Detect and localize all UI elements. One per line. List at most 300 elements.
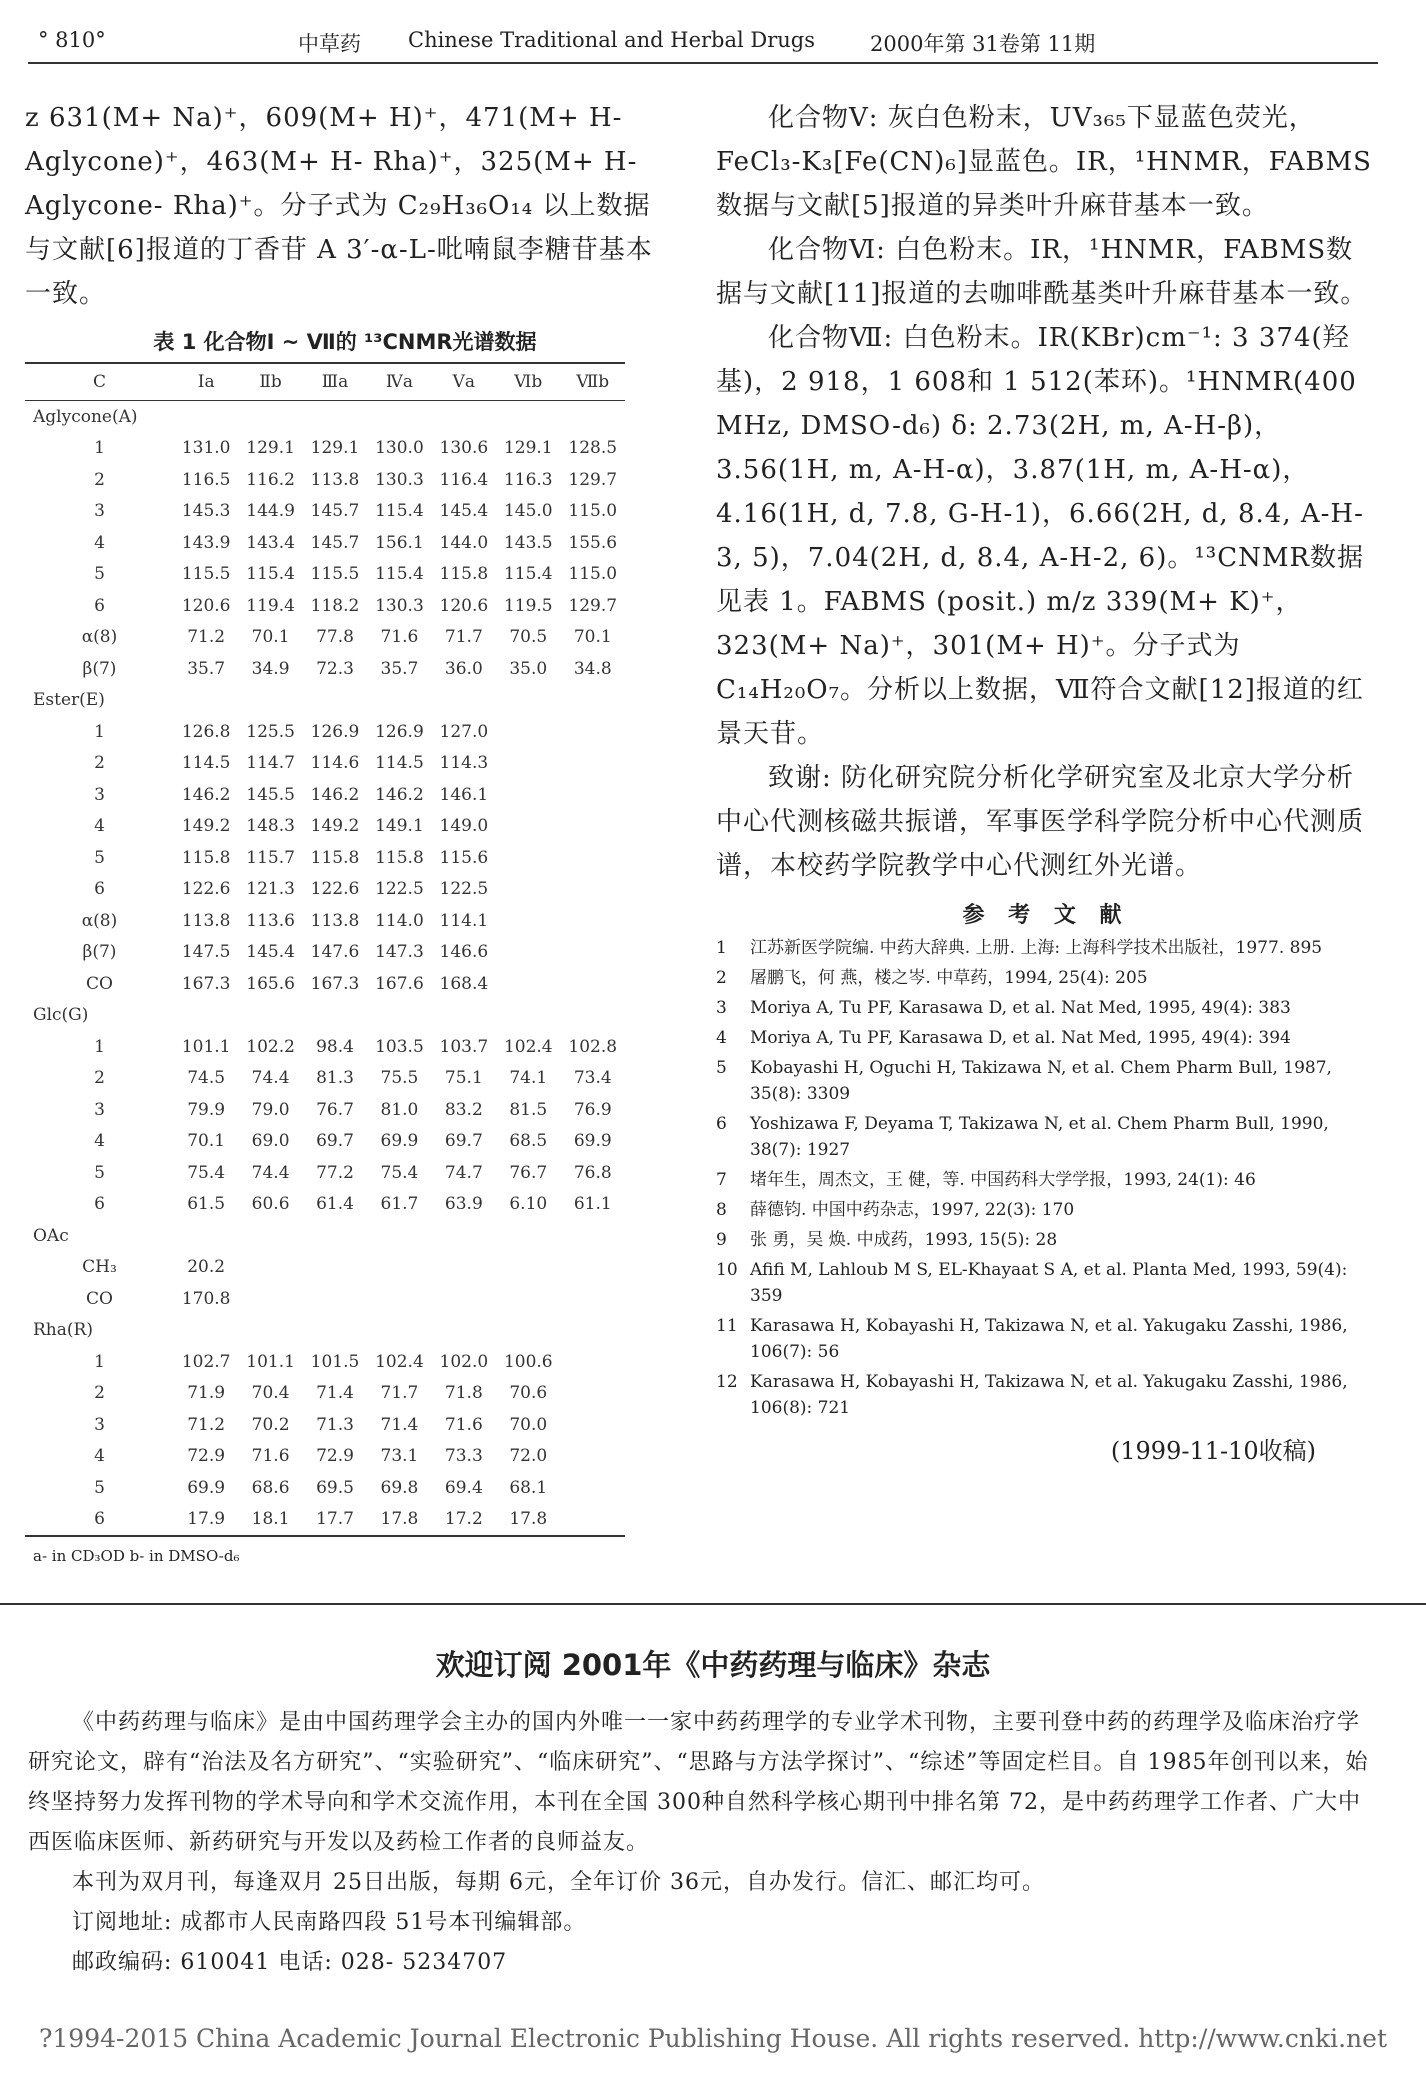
table-row (25, 401, 625, 433)
nmr-table (25, 362, 625, 1537)
table-cell: 128.5 (568, 438, 618, 459)
table-row (25, 433, 625, 465)
table-header-cell: Ⅶb (560, 363, 625, 401)
table-cell: 148.3 (246, 816, 295, 837)
table-cell: 71.7 (444, 627, 483, 648)
table-cell: 156.1 (375, 532, 424, 553)
table-cell (432, 1315, 496, 1347)
reference-number: 9 (716, 1230, 727, 1250)
table-row (25, 905, 625, 937)
table-cell (560, 716, 625, 748)
right-column (716, 96, 1376, 1466)
table-cell: 167.3 (310, 973, 360, 994)
table-cell (432, 1220, 496, 1252)
table-cell (303, 401, 367, 433)
table-cell: 77.8 (316, 627, 354, 648)
table-cell (432, 1252, 496, 1284)
table-cell: 17.8 (367, 1504, 431, 1537)
table-row (25, 1157, 625, 1189)
table-cell (238, 685, 302, 717)
table-row (25, 1189, 625, 1221)
table-header-cell: C (25, 363, 174, 401)
table-cell (496, 748, 560, 780)
journal-name-en: Chinese Traditional and Herbal Drugs (408, 28, 816, 52)
table-cell: 145.4 (246, 942, 295, 963)
ad-paragraph-address: 订阅地址: 成都市人民南路四段 51号本刊编辑部。 (72, 1910, 587, 1935)
reference-text: 堵年生，周杰文，王 健，等. 中国药科大学学报，1993, 24(1): 46 (750, 1170, 1256, 1190)
table-cell: 115.4 (503, 564, 553, 585)
table-cell (560, 1346, 625, 1378)
table-cell (367, 1252, 431, 1284)
table-cell (238, 1315, 302, 1347)
table-cell: 115.8 (181, 847, 231, 868)
table-cell: 116.5 (181, 469, 231, 490)
table-cell: 146.2 (310, 784, 360, 805)
table-cell: 116.2 (246, 469, 295, 490)
reference-item (716, 965, 1376, 991)
table-cell: 115.5 (310, 564, 360, 585)
table-cell: 35.7 (187, 658, 226, 679)
reference-item (716, 1227, 1376, 1253)
table-cell (174, 1315, 238, 1347)
table-cell: 115.8 (375, 847, 424, 868)
table-cell (367, 685, 431, 717)
reference-item (716, 995, 1376, 1021)
table-cell: 68.5 (509, 1131, 548, 1152)
table-row (25, 1441, 625, 1473)
ad-paragraph-intro: 《中药药理与临床》是由中国药理学会主办的国内外唯一一家中药药理学的专业学术刊物，主要刊登中药的药理学及临床治疗学研究论文，辟有“治法及名方研究”、“实验研究”、“临床研究”、“思路与方法学探讨”、“综述”等固定栏目。自 1985年创刊以来，始终坚持努力发挥刊物的学术导向和学术交流作用，本刊在全国 300种自然科学核心期刊中排名第 72，是中药药理学工作者、广大中西医临床医师、新药研究与开发以及药检工作者的良师益友。 (28, 1710, 1369, 1855)
running-header (28, 22, 1378, 64)
table-cell: 83.2 (444, 1099, 483, 1120)
table-cell: 116.4 (439, 469, 489, 490)
table-cell (432, 685, 496, 717)
table-cell: 6 (25, 1504, 174, 1537)
table-cell: 79.0 (251, 1099, 290, 1120)
table-cell: 74.4 (251, 1068, 290, 1089)
table-cell: 75.4 (380, 1162, 419, 1183)
table-cell: 145.3 (181, 501, 231, 522)
table-cell (560, 968, 625, 1000)
table-cell: CH₃ (82, 1257, 117, 1278)
paragraph-compound-7: 化合物Ⅶ: 白色粉末。IR(KBr)cm⁻¹: 3 374(羟基)，2 918，1 608和 1 512(苯环)。¹HNMR(400 MHz, DMSO-d₆) δ: 2.73(2H, m, A-H-β)，3.56(1H, m, A-H-α)，3.87(1H, m, A-H-α)，4.16(1H, d, 7.8, G-H-1)，6.66(2H, d, 8.4, A-H-3, 5)，7.04(2H, d, 8.4, A-H-2, 6)。¹³CNMR数据见表 1。FABMS (posit.) m/z 339(M+ K)⁺，323(M+ Na)⁺，301(M+ H)⁺。分子式为 C₁₄H₂₀O₇。分析以上数据，Ⅶ符合文献[12]报道的红景天苷。 (716, 323, 1365, 749)
table-cell: 115.5 (181, 564, 231, 585)
table-row (25, 937, 625, 969)
table-cell: 74.1 (509, 1068, 548, 1089)
table-cell: 69.9 (380, 1131, 419, 1152)
table-row (25, 464, 625, 496)
table-cell (496, 685, 560, 717)
table-cell: 122.6 (310, 879, 360, 900)
table-row (25, 1063, 625, 1095)
table-cell: 4 (94, 532, 105, 553)
table-cell: 17.9 (174, 1504, 238, 1537)
table-cell: 34.9 (251, 658, 290, 679)
table-cell: 68.6 (251, 1477, 290, 1498)
table-cell: 70.6 (509, 1383, 548, 1404)
table-cell: 102.8 (568, 1036, 618, 1057)
table-cell: 101.5 (310, 1351, 360, 1372)
table-cell: 4 (94, 816, 105, 837)
table-cell (238, 1220, 302, 1252)
table-cell: 113.8 (310, 910, 360, 931)
table-cell: 130.3 (375, 595, 424, 616)
table-cell: 149.0 (439, 816, 489, 837)
table-cell: 75.4 (187, 1162, 226, 1183)
table-cell: 1 (94, 721, 105, 742)
reference-text: Moriya A, Tu PF, Karasawa D, et al. Nat Med, 1995, 49(4): 383 (750, 998, 1291, 1018)
table-cell: 71.6 (251, 1446, 290, 1467)
table-header-cell: Ⅳa (367, 363, 431, 401)
table-row (25, 968, 625, 1000)
table-cell: 130.3 (375, 469, 424, 490)
table-cell (238, 401, 302, 433)
table-cell: 113.6 (246, 910, 295, 931)
table-cell: 100.6 (503, 1351, 553, 1372)
table-cell: 146.1 (439, 784, 489, 805)
table-cell (496, 401, 560, 433)
table-cell: 2 (94, 469, 105, 490)
table-cell: 17.8 (496, 1504, 560, 1537)
table-row (25, 590, 625, 622)
table-cell (174, 401, 238, 433)
table-cell: 5 (94, 1162, 105, 1183)
reference-item (716, 1369, 1376, 1421)
table-cell (560, 905, 625, 937)
table-cell: 63.9 (444, 1194, 483, 1215)
table-header-cell: Ⅵb (496, 363, 560, 401)
table-cell (367, 401, 431, 433)
table-cell (560, 1315, 625, 1347)
reference-item (716, 1055, 1376, 1107)
reference-number: 4 (716, 1028, 727, 1048)
table-cell: 121.3 (246, 879, 295, 900)
table-cell: 60.6 (251, 1194, 290, 1215)
table-cell: 72.9 (187, 1446, 226, 1467)
table-cell: 116.3 (503, 469, 553, 490)
ad-title: 欢迎订阅 2001年《中药药理与临床》杂志 (435, 1648, 991, 1682)
table-cell (560, 1472, 625, 1504)
table-cell: 77.2 (316, 1162, 354, 1183)
table-cell: CO (86, 973, 113, 994)
table-cell: 69.7 (444, 1131, 483, 1152)
table-cell: 103.5 (375, 1036, 424, 1057)
reference-text: Afifi M, Lahloub M S, EL-Khayaat S A, et al. Planta Med, 1993, 59(4): 359 (750, 1260, 1348, 1306)
table-cell (496, 811, 560, 843)
table-cell: 70.4 (251, 1383, 290, 1404)
table-header-cell: Ⅱb (238, 363, 302, 401)
table-row (25, 1094, 625, 1126)
table-cell: 103.7 (439, 1036, 489, 1057)
table-cell: 3 (94, 501, 105, 522)
table-cell (560, 779, 625, 811)
table-cell: 129.1 (310, 438, 360, 459)
table-cell: 70.2 (251, 1414, 290, 1435)
reference-text: Moriya A, Tu PF, Karasawa D, et al. Nat Med, 1995, 49(4): 394 (750, 1028, 1291, 1048)
table-cell: 71.7 (380, 1383, 419, 1404)
table-cell: 129.7 (568, 469, 618, 490)
table-cell: 120.6 (181, 595, 231, 616)
reference-number: 8 (716, 1200, 727, 1220)
table-cell: 122.5 (375, 879, 424, 900)
table-cell: 149.2 (181, 816, 231, 837)
table-row (25, 1315, 625, 1347)
table-cell: 165.6 (246, 973, 295, 994)
table-cell: 69.4 (444, 1477, 483, 1498)
table-cell: 75.5 (380, 1068, 419, 1089)
table-row (25, 1220, 625, 1252)
table-cell: 5 (94, 564, 105, 585)
table-cell: 130.0 (375, 438, 424, 459)
reference-item (716, 1111, 1376, 1163)
table-cell: 149.1 (375, 816, 424, 837)
table-cell: 61.1 (573, 1194, 612, 1215)
table-cell: 81.5 (509, 1099, 548, 1120)
reference-list (716, 935, 1376, 1421)
table-cell: 129.1 (246, 438, 295, 459)
table-cell (560, 874, 625, 906)
table-cell: 71.9 (187, 1383, 226, 1404)
table-cell: 155.6 (568, 532, 618, 553)
table-cell (367, 1220, 431, 1252)
reference-text: 薛德钧. 中国中药杂志，1997, 22(3): 170 (750, 1200, 1075, 1220)
reference-item (716, 1025, 1376, 1051)
reference-number: 12 (716, 1372, 738, 1392)
page-number: ° 810° (38, 28, 106, 52)
table-row (25, 842, 625, 874)
table-row (25, 1126, 625, 1158)
table-cell (496, 937, 560, 969)
reference-number: 6 (716, 1114, 727, 1134)
table-cell: 71.3 (316, 1414, 354, 1435)
table-cell: 71.6 (380, 627, 419, 648)
table-cell: 126.9 (375, 721, 424, 742)
table-cell: 6.10 (509, 1194, 548, 1215)
table-cell (560, 1220, 625, 1252)
table-cell (496, 1220, 560, 1252)
table-cell: CO (86, 1288, 113, 1309)
table-cell: 18.1 (238, 1504, 302, 1537)
table-cell: 75.1 (444, 1068, 483, 1089)
table-row (25, 1283, 625, 1315)
paragraph-compound-5: 化合物Ⅴ: 灰白色粉末，UV₃₆₅下显蓝色荧光，FeCl₃-K₃[Fe(CN)₆]显蓝色。IR，¹HNMR，FABMS数据与文献[5]报道的异类叶升麻苷基本一致。 (716, 103, 1372, 221)
table-cell: 74.7 (444, 1162, 483, 1183)
table-row (25, 527, 625, 559)
table-cell: 115.4 (375, 501, 424, 522)
table-cell: 145.5 (246, 784, 295, 805)
table-cell (496, 968, 560, 1000)
table-cell: 127.0 (439, 721, 489, 742)
reference-text: 张 勇，吴 焕. 中成药，1993, 15(5): 28 (750, 1230, 1058, 1250)
table-cell: 145.4 (439, 501, 489, 522)
table-cell (496, 874, 560, 906)
table-cell (560, 1441, 625, 1473)
table-cell (238, 1000, 302, 1032)
table-cell: 74.5 (187, 1068, 226, 1089)
table-cell: 76.9 (573, 1099, 612, 1120)
table-cell (238, 1283, 302, 1315)
table-cell: β(7) (82, 658, 117, 679)
table-cell: 73.1 (380, 1446, 419, 1467)
table-cell: 3 (94, 1099, 105, 1120)
table-cell (560, 748, 625, 780)
left-column (25, 96, 665, 1565)
acknowledgement: 致谢: 防化研究院分析化学研究室及北京大学分析中心代测核磁共振谱，军事医学科学院分析中心代测质谱，本校药学院教学中心代测红外光谱。 (716, 763, 1365, 881)
table-cell: 115.7 (246, 847, 295, 868)
table-cell (303, 1220, 367, 1252)
table-cell: Ester(E) (33, 690, 105, 711)
table-cell: 115.0 (568, 501, 618, 522)
table-cell: 126.9 (310, 721, 360, 742)
table-row (25, 1031, 625, 1063)
table-cell (560, 1378, 625, 1410)
table-cell: 76.7 (509, 1162, 548, 1183)
table-cell: 147.5 (181, 942, 231, 963)
table-cell: 129.1 (503, 438, 553, 459)
table-cell: 146.2 (181, 784, 231, 805)
table-cell: α(8) (81, 627, 118, 648)
ad-paragraph-contact: 邮政编码: 610041 电话: 028- 5234707 (72, 1950, 508, 1975)
table-cell (367, 1283, 431, 1315)
table-cell: 69.9 (573, 1131, 612, 1152)
table-cell: 69.9 (187, 1477, 226, 1498)
table-cell: 4 (94, 1131, 105, 1152)
table-row (25, 1409, 625, 1441)
table-cell: 69.7 (316, 1131, 354, 1152)
table-cell: 115.8 (439, 564, 489, 585)
table-cell: 3 (94, 784, 105, 805)
table-cell (560, 1000, 625, 1032)
reference-number: 5 (716, 1058, 727, 1078)
table-cell: 118.2 (310, 595, 360, 616)
table-cell: 71.2 (187, 1414, 226, 1435)
table-row (25, 1000, 625, 1032)
table-cell: 69.8 (380, 1477, 419, 1498)
table-cell: 113.8 (181, 910, 231, 931)
table-cell: 119.5 (503, 595, 553, 616)
table-cell: 71.4 (380, 1414, 419, 1435)
table-cell: 145.0 (503, 501, 553, 522)
table-row (25, 779, 625, 811)
table-cell: 170.8 (181, 1288, 231, 1309)
table-cell (174, 1000, 238, 1032)
table-row (25, 653, 625, 685)
table-cell: 145.7 (310, 532, 360, 553)
table-cell: 125.5 (246, 721, 295, 742)
table-cell: 70.1 (573, 627, 612, 648)
table-cell: 70.0 (509, 1414, 548, 1435)
reference-text: Karasawa H, Kobayashi H, Takizawa N, et al. Yakugaku Zasshi, 1986, 106(7): 56 (750, 1316, 1348, 1362)
table-cell: 6 (94, 595, 105, 616)
table-cell (560, 1504, 625, 1537)
table-cell: 131.0 (181, 438, 231, 459)
table-cell (496, 1000, 560, 1032)
table-cell: 101.1 (181, 1036, 231, 1057)
table-cell (560, 1409, 625, 1441)
table-cell: 168.4 (439, 973, 489, 994)
reference-text: 江苏新医学院编. 中药大辞典. 上册. 上海: 上海科学技术出版社，1977. 895 (750, 938, 1323, 958)
table-cell: 2 (94, 1383, 105, 1404)
table-cell: 102.7 (181, 1351, 231, 1372)
table-cell (496, 716, 560, 748)
table-cell: 6 (94, 1194, 105, 1215)
table-cell: 115.4 (375, 564, 424, 585)
table-cell: 145.7 (310, 501, 360, 522)
table-cell: 71.8 (444, 1383, 483, 1404)
reference-item (716, 1197, 1376, 1223)
reference-text: Kobayashi H, Oguchi H, Takizawa N, et al. Chem Pharm Bull, 1987, 35(8): 3309 (750, 1058, 1332, 1104)
table-cell: 76.7 (316, 1099, 354, 1120)
table-cell: 115.0 (568, 564, 618, 585)
table-cell: 1 (94, 1036, 105, 1057)
table-cell: 143.9 (181, 532, 231, 553)
table-cell: 122.6 (181, 879, 231, 900)
table-cell (496, 1252, 560, 1284)
table-row (25, 1378, 625, 1410)
table-row (25, 1346, 625, 1378)
reference-text: Karasawa H, Kobayashi H, Takizawa N, et al. Yakugaku Zasshi, 1986, 106(8): 721 (750, 1372, 1348, 1418)
table-cell: 114.0 (375, 910, 424, 931)
reference-number: 10 (716, 1260, 738, 1280)
table-cell (303, 1315, 367, 1347)
journal-name-cn: 中草药 (298, 32, 361, 56)
table-row (25, 748, 625, 780)
table-cell: 79.9 (187, 1099, 226, 1120)
references-title: 参 考 文 献 (962, 902, 1130, 928)
table-cell: 147.6 (310, 942, 360, 963)
table-row (25, 1252, 625, 1284)
table-cell: 73.3 (444, 1446, 483, 1467)
table-cell (560, 1252, 625, 1284)
table-header-row (25, 363, 625, 401)
table-cell: 146.6 (439, 942, 489, 963)
table-cell: 119.4 (246, 595, 295, 616)
table-cell (367, 1000, 431, 1032)
table-cell: 101.1 (246, 1351, 295, 1372)
reference-number: 1 (716, 938, 727, 958)
reference-number: 7 (716, 1170, 727, 1190)
issue-info: 2000年第 31卷第 11期 (870, 32, 1096, 56)
table-cell: 61.5 (187, 1194, 226, 1215)
table-cell: 129.7 (568, 595, 618, 616)
reference-text: 屠鹏飞，何 燕，楼之岑. 中草药，1994, 25(4): 205 (750, 968, 1148, 988)
table-cell: 102.0 (439, 1351, 489, 1372)
table-cell (560, 1283, 625, 1315)
table-cell: α(8) (81, 910, 118, 931)
reference-item (716, 935, 1376, 961)
table-row (25, 811, 625, 843)
received-date: (1999-11-10收稿) (1110, 1437, 1316, 1465)
table-cell: 35.7 (380, 658, 419, 679)
table-cell: 115.6 (439, 847, 489, 868)
reference-item (716, 1257, 1376, 1309)
paragraph-compound-4-ms: z 631(M+ Na)⁺，609(M+ H)⁺，471(M+ H-Aglycone)⁺，463(M+ H- Rha)⁺，325(M+ H-Aglycone- Rha)⁺。分子式为 C₂₉H₃₆O₁₄ 以上数据与文献[6]报道的丁香苷 A 3′-α-L-吡喃鼠李糖苷基本一致。 (25, 103, 653, 309)
table-cell (496, 1283, 560, 1315)
table-cell (496, 1315, 560, 1347)
table-cell: 61.7 (380, 1194, 419, 1215)
section-divider (0, 1603, 1426, 1605)
table-cell: 71.4 (316, 1383, 354, 1404)
reference-item (716, 1313, 1376, 1365)
table-cell (560, 401, 625, 433)
table-cell: 81.3 (316, 1068, 354, 1089)
table-cell: 2 (94, 753, 105, 774)
table-cell: 70.1 (251, 627, 290, 648)
table-cell (174, 685, 238, 717)
reference-item (716, 1167, 1376, 1193)
table-cell: 69.5 (316, 1477, 354, 1498)
copyright-footer: ?1994-2015 China Academic Journal Electronic Publishing House. All rights reserved. http://www.cnki.net (39, 2024, 1387, 2053)
table-cell (303, 1283, 367, 1315)
